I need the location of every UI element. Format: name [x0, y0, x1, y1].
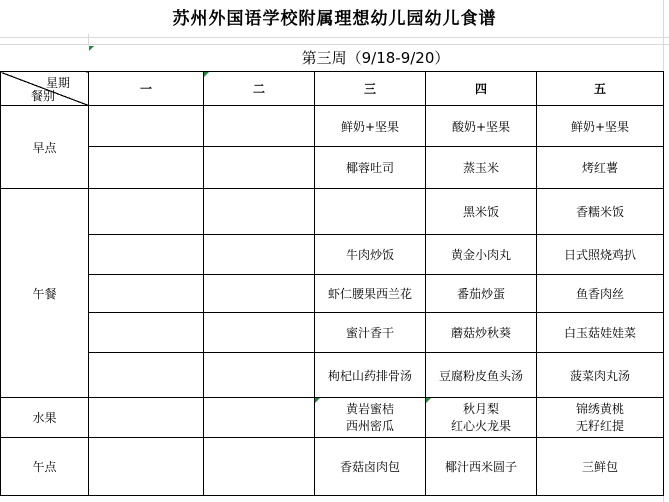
menu-cell: 黑米饭 — [426, 189, 537, 235]
menu-cell — [204, 147, 315, 189]
menu-cell: 香菇卤肉包 — [315, 438, 426, 496]
menu-cell — [204, 275, 315, 313]
corner-header-cell — [1, 72, 89, 106]
sheet-gridline — [0, 37, 669, 38]
cell-comment-marker — [89, 46, 94, 51]
fruit-item: 西州密瓜 — [345, 418, 394, 433]
menu-cell: 蜜汁香干 — [315, 313, 426, 353]
day-header-wed: 三 — [315, 72, 426, 106]
menu-cell — [89, 275, 204, 313]
sheet-gridline — [88, 34, 89, 46]
menu-cell — [89, 438, 204, 496]
menu-cell: 牛肉炒饭 — [315, 235, 426, 275]
menu-cell: 蒸玉米 — [426, 147, 537, 189]
fruit-item: 红心火龙果 — [450, 418, 511, 433]
menu-cell: 豆腐粉皮鱼头汤 — [426, 353, 537, 398]
menu-cell — [204, 235, 315, 275]
menu-cell: 菠菜肉丸汤 — [537, 353, 664, 398]
menu-cell: 鱼香肉丝 — [537, 275, 664, 313]
table-row — [1, 147, 664, 189]
header-row — [1, 72, 664, 106]
menu-cell: 椰汁西米圆子 — [426, 438, 537, 496]
fruit-item: 无籽红提 — [575, 418, 624, 433]
fruit-item: 黄岩蜜桔 — [345, 401, 394, 416]
menu-cell — [89, 313, 204, 353]
weekday-label: 星期 — [45, 76, 70, 90]
menu-cell: 酸奶+坚果 — [426, 106, 537, 147]
menu-cell — [89, 147, 204, 189]
menu-cell: 烤红薯 — [537, 147, 664, 189]
day-header-mon: 一 — [89, 72, 204, 106]
menu-cell: 枸杞山药排骨汤 — [315, 353, 426, 398]
menu-cell — [537, 398, 664, 438]
menu-cell: 蘑菇炒秋葵 — [426, 313, 537, 353]
menu-cell — [426, 398, 537, 438]
meal-breakfast: 早点 — [1, 106, 89, 189]
sheet-gridline — [0, 44, 669, 45]
page-title: 苏州外国语学校附属理想幼儿园幼儿食谱 — [172, 9, 497, 29]
fruit-item: 锦绣黄桃 — [575, 401, 624, 416]
menu-cell: 白玉菇娃娃菜 — [537, 313, 664, 353]
day-header-fri: 五 — [537, 72, 664, 106]
menu-cell: 三鲜包 — [537, 438, 664, 496]
menu-cell: 香糯米饭 — [537, 189, 664, 235]
menu-cell — [89, 106, 204, 147]
table-row — [1, 275, 664, 313]
menu-cell — [204, 106, 315, 147]
day-header-thu: 四 — [426, 72, 537, 106]
menu-cell: 椰蓉吐司 — [315, 147, 426, 189]
menu-cell: 鲜奶+坚果 — [315, 106, 426, 147]
menu-cell: 番茄炒蛋 — [426, 275, 537, 313]
table-row — [1, 398, 664, 438]
table-row — [1, 106, 664, 147]
meal-label: 餐别 — [31, 89, 56, 103]
menu-cell — [89, 398, 204, 438]
menu-cell — [89, 353, 204, 398]
menu-cell — [204, 353, 315, 398]
table-row — [1, 189, 664, 235]
table-row — [1, 235, 664, 275]
menu-cell — [204, 438, 315, 496]
menu-cell — [204, 189, 315, 235]
meal-snack: 午点 — [1, 438, 89, 496]
meal-fruit: 水果 — [1, 398, 89, 438]
menu-table — [0, 71, 664, 496]
menu-cell: 日式照烧鸡扒 — [537, 235, 664, 275]
menu-cell — [204, 313, 315, 353]
menu-cell: 鲜奶+坚果 — [537, 106, 664, 147]
menu-cell — [89, 189, 204, 235]
menu-cell: 黄金小肉丸 — [426, 235, 537, 275]
day-header-tue: 二 — [204, 72, 315, 106]
table-row — [1, 438, 664, 496]
week-range: 第三周（9/18-9/20） — [301, 49, 450, 67]
meal-lunch: 午餐 — [1, 189, 89, 398]
menu-cell — [315, 189, 426, 235]
menu-cell — [204, 398, 315, 438]
menu-cell — [315, 398, 426, 438]
table-row — [1, 313, 664, 353]
menu-cell: 虾仁腰果西兰花 — [315, 275, 426, 313]
table-row — [1, 353, 664, 398]
fruit-item: 秋月梨 — [462, 401, 499, 416]
menu-cell — [89, 235, 204, 275]
